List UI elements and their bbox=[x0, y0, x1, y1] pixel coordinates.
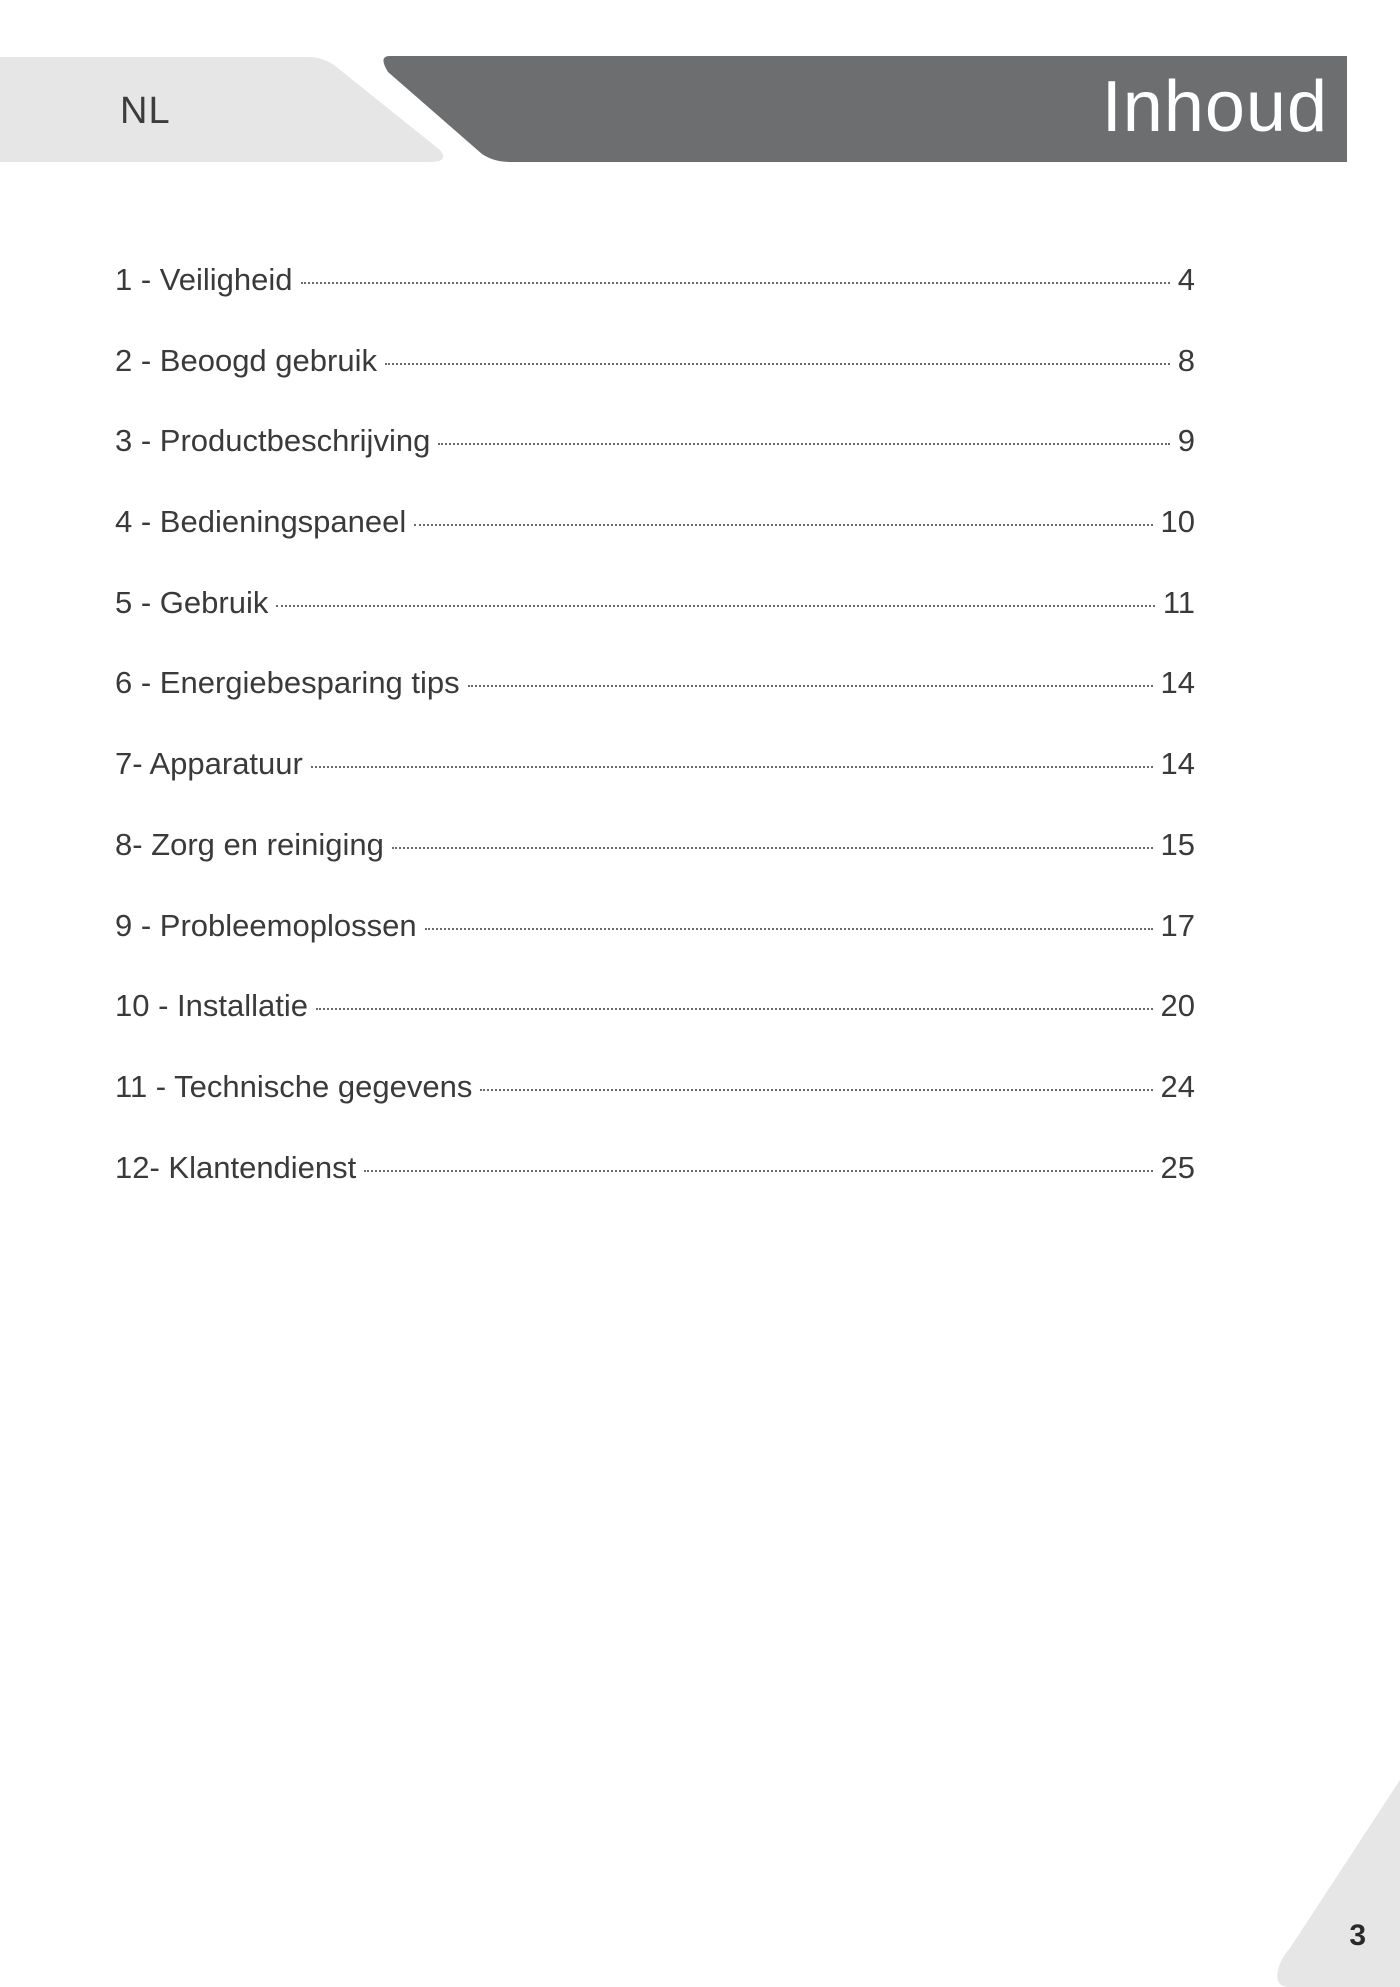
dot-leader bbox=[480, 1089, 1152, 1091]
toc-entry-label: 8- Zorg en reiniging bbox=[115, 826, 384, 862]
toc-entry-7[interactable] bbox=[115, 746, 1195, 827]
table-of-contents bbox=[115, 262, 1195, 1230]
dot-leader bbox=[316, 1008, 1153, 1010]
toc-entry-11[interactable] bbox=[115, 1069, 1195, 1150]
dot-leader bbox=[425, 928, 1153, 930]
toc-entry-6[interactable] bbox=[115, 665, 1195, 746]
toc-entry-page: 25 bbox=[1160, 1149, 1195, 1185]
toc-entry-page: 14 bbox=[1160, 746, 1195, 782]
toc-entry-12[interactable] bbox=[115, 1150, 1195, 1231]
dot-leader bbox=[385, 363, 1170, 365]
toc-entry-2[interactable] bbox=[115, 343, 1195, 424]
dot-leader bbox=[364, 1170, 1152, 1172]
toc-entry-label: 11 - Technische gegevens bbox=[115, 1068, 473, 1104]
toc-entry-page: 14 bbox=[1160, 665, 1195, 701]
toc-entry-page: 24 bbox=[1160, 1068, 1195, 1104]
dot-leader bbox=[438, 443, 1169, 445]
toc-entry-9[interactable] bbox=[115, 908, 1195, 989]
page-corner-shape bbox=[1277, 1780, 1400, 1987]
dot-leader bbox=[414, 524, 1152, 526]
toc-entry-label: 12- Klantendienst bbox=[115, 1149, 357, 1185]
dot-leader bbox=[468, 685, 1153, 687]
dot-leader bbox=[301, 282, 1170, 284]
toc-entry-page: 11 bbox=[1162, 584, 1195, 620]
toc-entry-3[interactable] bbox=[115, 423, 1195, 504]
toc-entry-page: 15 bbox=[1160, 826, 1195, 862]
toc-entry-label: 9 - Probleemoplossen bbox=[115, 907, 417, 943]
toc-entry-label: 2 - Beoogd gebruik bbox=[115, 342, 377, 378]
toc-entry-1[interactable] bbox=[115, 262, 1195, 343]
toc-entry-page: 8 bbox=[1177, 342, 1195, 378]
toc-entry-10[interactable] bbox=[115, 988, 1195, 1069]
toc-entry-page: 4 bbox=[1177, 262, 1195, 297]
language-tab-shape bbox=[0, 57, 443, 162]
dot-leader bbox=[311, 766, 1153, 768]
page-number: 3 bbox=[1349, 1919, 1366, 1952]
toc-entry-page: 10 bbox=[1160, 504, 1195, 540]
toc-entry-8[interactable] bbox=[115, 827, 1195, 908]
toc-entry-label: 10 - Installatie bbox=[115, 988, 308, 1024]
toc-entry-4[interactable] bbox=[115, 504, 1195, 585]
toc-entry-page: 20 bbox=[1160, 988, 1195, 1024]
dot-leader bbox=[392, 847, 1153, 849]
toc-entry-label: 6 - Energiebesparing tips bbox=[115, 665, 460, 701]
toc-entry-label: 7- Apparatuur bbox=[115, 746, 303, 782]
page-title: Inhoud bbox=[1101, 67, 1328, 147]
dot-leader bbox=[276, 605, 1154, 607]
toc-entry-5[interactable] bbox=[115, 585, 1195, 666]
toc-entry-label: 5 - Gebruik bbox=[115, 584, 269, 620]
toc-entry-label: 3 - Productbeschrijving bbox=[115, 423, 431, 459]
toc-entry-label: 4 - Bedieningspaneel bbox=[115, 504, 407, 540]
language-label: NL bbox=[120, 90, 171, 132]
toc-entry-page: 17 bbox=[1160, 907, 1195, 943]
page-corner-tab bbox=[1270, 1780, 1400, 1987]
toc-entry-label: 1 - Veiligheid bbox=[115, 262, 293, 297]
toc-entry-page: 9 bbox=[1177, 423, 1195, 459]
